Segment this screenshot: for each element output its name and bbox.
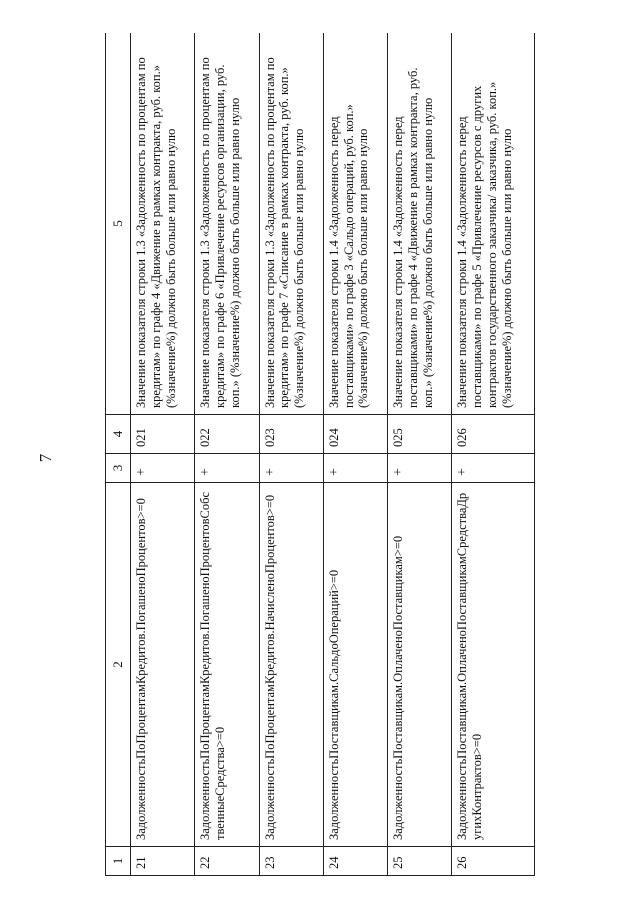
table-row xyxy=(195,33,259,876)
rule-flag: + xyxy=(452,454,535,483)
table-row xyxy=(452,33,535,876)
row-number: 24 xyxy=(323,847,387,876)
rule-description: Значение показателя строки 1.3 «Задолженность по процентам по кредитам» по графе 6 «Привлечение ресурсов организации, руб. коп.» (%значение%) должно быть больше или равно нулю xyxy=(195,33,259,415)
row-number: 26 xyxy=(452,847,535,876)
rule-code: 024 xyxy=(323,415,387,454)
header-col-4: 4 xyxy=(106,415,131,454)
header-col-3: 3 xyxy=(106,454,131,483)
rule-code: 022 xyxy=(195,415,259,454)
table-row xyxy=(259,33,323,876)
rule-flag: + xyxy=(323,454,387,483)
rule-flag: + xyxy=(259,454,323,483)
rule-description: Значение показателя строки 1.4 «Задолженность перед поставщиками» по графе 3 «Сальдо операций, руб. коп.» (%значение%) должно быть больше или равно нулю xyxy=(323,33,387,415)
rule-expression: ЗадолженностьПоставщикам.ОплаченоПоставщикамСредстваДругихКонтрактов>=0 xyxy=(452,483,535,847)
rule-description: Значение показателя строки 1.3 «Задолженность по процентам по кредитам» по графе 4 «Движение в рамках контракта, руб. коп.» (%значение%) должно быть больше или равно нулю xyxy=(131,33,195,415)
table-row xyxy=(131,33,195,876)
table-row xyxy=(388,33,452,876)
validation-rules-table xyxy=(105,33,535,876)
rule-code: 023 xyxy=(259,415,323,454)
landscape-layer xyxy=(105,33,535,876)
header-col-1: 1 xyxy=(106,847,131,876)
rule-expression: ЗадолженностьПоставщикам.СальдоОпераций>=0 xyxy=(323,483,387,847)
rule-code: 026 xyxy=(452,415,535,454)
table-frame xyxy=(105,33,535,876)
table-row xyxy=(323,33,387,876)
rule-code: 021 xyxy=(131,415,195,454)
rule-expression: ЗадолженностьПоставщикам.ОплаченоПоставщикам>=0 xyxy=(388,483,452,847)
rule-description: Значение показателя строки 1.4 «Задолженность перед поставщиками» по графе 4 «Движение в рамках контракта, руб. коп.» (%значение%) должно быть больше или равно нулю xyxy=(388,33,452,415)
header-col-5: 5 xyxy=(106,33,131,415)
rule-description: Значение показателя строки 1.3 «Задолженность по процентам по кредитам» по графе 7 «Списание в рамках контракта, руб. коп.» (%значение%) должно быть больше или равно нулю xyxy=(259,33,323,415)
rule-flag: + xyxy=(195,454,259,483)
row-number: 22 xyxy=(195,847,259,876)
table-header-row xyxy=(106,33,131,876)
page-number: 7 xyxy=(36,453,55,463)
rule-expression: ЗадолженностьПоПроцентамКредитов.ПогашеноПроцентов>=0 xyxy=(131,483,195,847)
rule-expression: ЗадолженностьПоПроцентамКредитов.НачисленоПроцентов>=0 xyxy=(259,483,323,847)
header-col-2: 2 xyxy=(106,483,131,847)
rule-code: 025 xyxy=(388,415,452,454)
row-number: 21 xyxy=(131,847,195,876)
rule-expression: ЗадолженностьПоПроцентамКредитов.ПогашеноПроцентовСобственныеСредства>=0 xyxy=(195,483,259,847)
rule-description: Значение показателя строки 1.4 «Задолженность перед поставщиками» по графе 5 «Привлечение ресурсов с других контрактов государственного заказчика/ заказчика, руб. коп.» (%значение%) должно быть больше или равно нулю xyxy=(452,33,535,415)
row-number: 25 xyxy=(388,847,452,876)
rule-flag: + xyxy=(131,454,195,483)
rule-flag: + xyxy=(388,454,452,483)
row-number: 23 xyxy=(259,847,323,876)
